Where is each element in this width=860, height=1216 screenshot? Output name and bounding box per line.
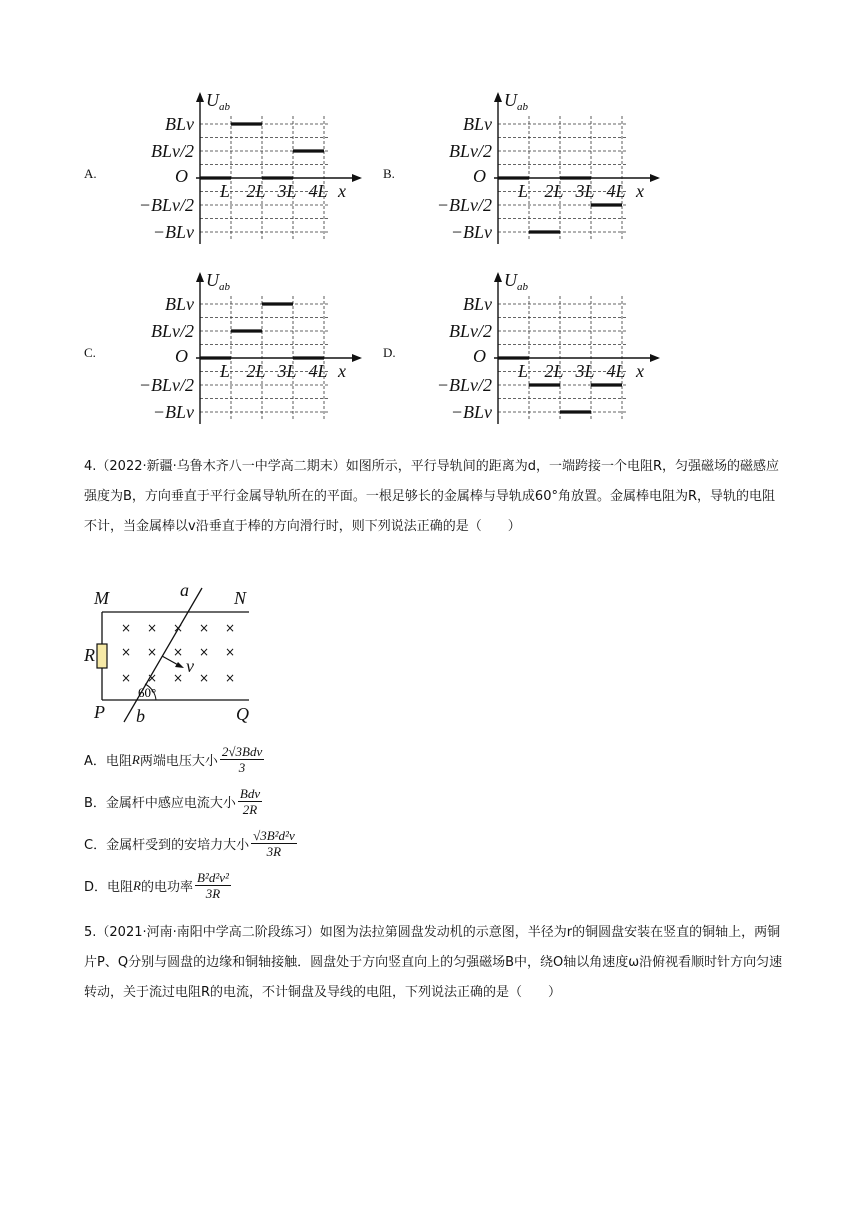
x-tick-label: 4L bbox=[308, 181, 328, 201]
y-tick-label: −BLv/2 bbox=[138, 375, 194, 395]
field-x-mark: × bbox=[198, 671, 210, 685]
x-axis-arrow bbox=[650, 354, 660, 362]
metal-rod bbox=[124, 588, 202, 722]
x-axis-title: x bbox=[636, 361, 644, 381]
choice-label: D．电阻 bbox=[84, 880, 134, 895]
field-x-mark: × bbox=[198, 645, 210, 659]
option-a-letter[interactable]: A. bbox=[84, 166, 97, 181]
field-x-mark: × bbox=[146, 671, 158, 685]
field-x-mark: × bbox=[146, 621, 158, 635]
label-q: Q bbox=[236, 704, 249, 724]
field-x-mark: × bbox=[120, 621, 132, 635]
x-axis-arrow bbox=[352, 354, 362, 362]
option-b-letter[interactable]: B. bbox=[383, 166, 395, 181]
y-axis-title: U bbox=[504, 270, 517, 290]
graph-svg bbox=[100, 90, 350, 260]
x-tick-label: L bbox=[219, 181, 231, 201]
choice-label: B．金属杆中感应电流大小 bbox=[84, 796, 236, 811]
magnetic-field-marks bbox=[121, 621, 235, 685]
x-tick-label: 4L bbox=[308, 361, 328, 381]
label-m: M bbox=[94, 588, 109, 608]
y-tick-label: −BLv bbox=[450, 402, 492, 422]
y-axis-arrow bbox=[494, 92, 502, 102]
graph-svg bbox=[398, 90, 648, 260]
y-tick-label: −BLv/2 bbox=[436, 195, 492, 215]
y-axis-arrow bbox=[196, 272, 204, 282]
field-x-mark: × bbox=[224, 621, 236, 635]
x-tick-label: 2L bbox=[246, 181, 266, 201]
y-tick-label: −BLv bbox=[152, 402, 194, 422]
x-axis-title: x bbox=[636, 181, 644, 201]
x-tick-label: 2L bbox=[544, 181, 564, 201]
y-tick-label: BLv bbox=[165, 114, 194, 134]
x-tick-label: L bbox=[219, 361, 231, 381]
graph-svg bbox=[398, 270, 648, 440]
choice-label: A．电阻 bbox=[84, 754, 132, 769]
choice-var: R bbox=[133, 877, 141, 893]
y-tick-label: −BLv/2 bbox=[138, 195, 194, 215]
x-tick-label: 3L bbox=[277, 361, 297, 381]
y-axis-arrow bbox=[196, 92, 204, 102]
choice-var: R bbox=[131, 751, 140, 767]
x-tick-label: 3L bbox=[575, 181, 595, 201]
y-axis-subscript: ab bbox=[517, 101, 528, 113]
field-x-mark: × bbox=[146, 645, 158, 659]
field-x-mark: × bbox=[224, 645, 236, 659]
y-tick-label: BLv/2 bbox=[449, 141, 492, 161]
graph-svg bbox=[100, 270, 350, 440]
x-tick-label: 3L bbox=[277, 181, 297, 201]
y-tick-label: BLv bbox=[463, 294, 492, 314]
field-x-mark: × bbox=[172, 645, 184, 659]
x-axis-title: x bbox=[338, 361, 346, 381]
graph-option-a bbox=[100, 90, 350, 260]
option-c-letter[interactable]: C. bbox=[84, 345, 96, 360]
x-tick-label: 4L bbox=[606, 181, 626, 201]
resistor-r bbox=[97, 644, 107, 668]
question-5-text: 5.（2021·河南·南阳中学高二阶段练习）如图为法拉第圆盘发动机的示意图，半径为r的铜圆盘安装在竖直的铜轴上，两铜片P、Q分别与圆盘的边缘和铜轴接触．圆盘处于方向竖直向上的匀强磁场B中，绕O轴以角速度ω沿俯视看顺时针方向匀速转动，关于流过电阻R的电流，不计铜盘及导线的电阻，下列说法正确的是（ ） bbox=[84, 925, 783, 1000]
label-b: b bbox=[136, 706, 145, 726]
origin-label: O bbox=[473, 346, 486, 366]
x-axis-title: x bbox=[338, 181, 346, 201]
y-tick-label: BLv/2 bbox=[151, 141, 194, 161]
choice-formula: $\frac{\text{B²d²v²}}{3R}$ bbox=[196, 870, 229, 901]
y-axis-subscript: ab bbox=[517, 281, 528, 293]
origin-label: O bbox=[175, 346, 188, 366]
origin-label: O bbox=[175, 166, 188, 186]
y-axis-subscript: ab bbox=[219, 101, 230, 113]
y-tick-label: BLv bbox=[463, 114, 492, 134]
x-tick-label: 2L bbox=[544, 361, 564, 381]
question-4-text: 4.（2022·新疆·乌鲁木齐八一中学高二期末）如图所示，平行导轨间的距离为d，一端跨接一个电阻R，匀强磁场的磁感应强度为B，方向垂直于平行金属导轨所在的平面。一根足够长的金属棒与导轨成60°角放置。金属棒电阻为R，导轨的电阻不计，当金属棒以v沿垂直于棒的方向滑行时，则下列说法正确的是（ ） bbox=[84, 459, 780, 534]
y-axis-title: U bbox=[206, 90, 219, 110]
y-axis-arrow bbox=[494, 272, 502, 282]
y-tick-label: −BLv bbox=[450, 222, 492, 242]
x-tick-label: 4L bbox=[606, 361, 626, 381]
choice-rest: 两端电压大小 bbox=[139, 754, 218, 769]
choice-formula: $\frac{\text{2√3Bdv}}{3}$ bbox=[221, 744, 263, 775]
choice-formula: $\frac{\text{Bdv}}{2R}$ bbox=[239, 786, 261, 817]
label-p: P bbox=[94, 702, 105, 722]
graph-option-d bbox=[398, 270, 648, 440]
origin-label: O bbox=[473, 166, 486, 186]
y-tick-label: BLv/2 bbox=[151, 321, 194, 341]
x-tick-label: L bbox=[517, 361, 529, 381]
rail-circuit-diagram bbox=[84, 586, 264, 726]
q4-choice-c[interactable] bbox=[84, 828, 297, 859]
x-tick-label: 2L bbox=[246, 361, 266, 381]
graph-option-c bbox=[100, 270, 350, 440]
field-x-mark: × bbox=[198, 621, 210, 635]
field-x-mark: × bbox=[120, 645, 132, 659]
label-v: v bbox=[186, 656, 194, 676]
q4-choice-b[interactable] bbox=[84, 786, 262, 817]
label-a: a bbox=[180, 586, 189, 600]
y-tick-label: BLv bbox=[165, 294, 194, 314]
choice-rest: 的电功率 bbox=[140, 880, 193, 895]
graph-option-b bbox=[398, 90, 648, 260]
y-axis-subscript: ab bbox=[219, 281, 230, 293]
question-4-figure bbox=[84, 586, 264, 730]
choice-label: C．金属杆受到的安培力大小 bbox=[84, 838, 250, 853]
x-axis-arrow bbox=[650, 174, 660, 182]
field-x-mark: × bbox=[172, 671, 184, 685]
y-axis-title: U bbox=[206, 270, 219, 290]
y-tick-label: BLv/2 bbox=[449, 321, 492, 341]
y-tick-label: −BLv/2 bbox=[436, 375, 492, 395]
option-d-letter[interactable]: D. bbox=[383, 345, 396, 360]
y-axis-title: U bbox=[504, 90, 517, 110]
x-tick-label: L bbox=[517, 181, 529, 201]
label-angle: 60° bbox=[138, 685, 157, 700]
label-n: N bbox=[234, 588, 247, 608]
q4-choice-a[interactable] bbox=[84, 744, 264, 775]
field-x-mark: × bbox=[120, 671, 132, 685]
field-x-mark: × bbox=[172, 621, 184, 635]
q4-choice-d[interactable] bbox=[84, 870, 231, 901]
label-r: R bbox=[84, 645, 95, 665]
field-x-mark: × bbox=[224, 671, 236, 685]
x-tick-label: 3L bbox=[575, 361, 595, 381]
choice-formula: $\frac{\text{√3B²d²v}}{3R}$ bbox=[253, 828, 295, 859]
x-axis-arrow bbox=[352, 174, 362, 182]
y-tick-label: −BLv bbox=[152, 222, 194, 242]
